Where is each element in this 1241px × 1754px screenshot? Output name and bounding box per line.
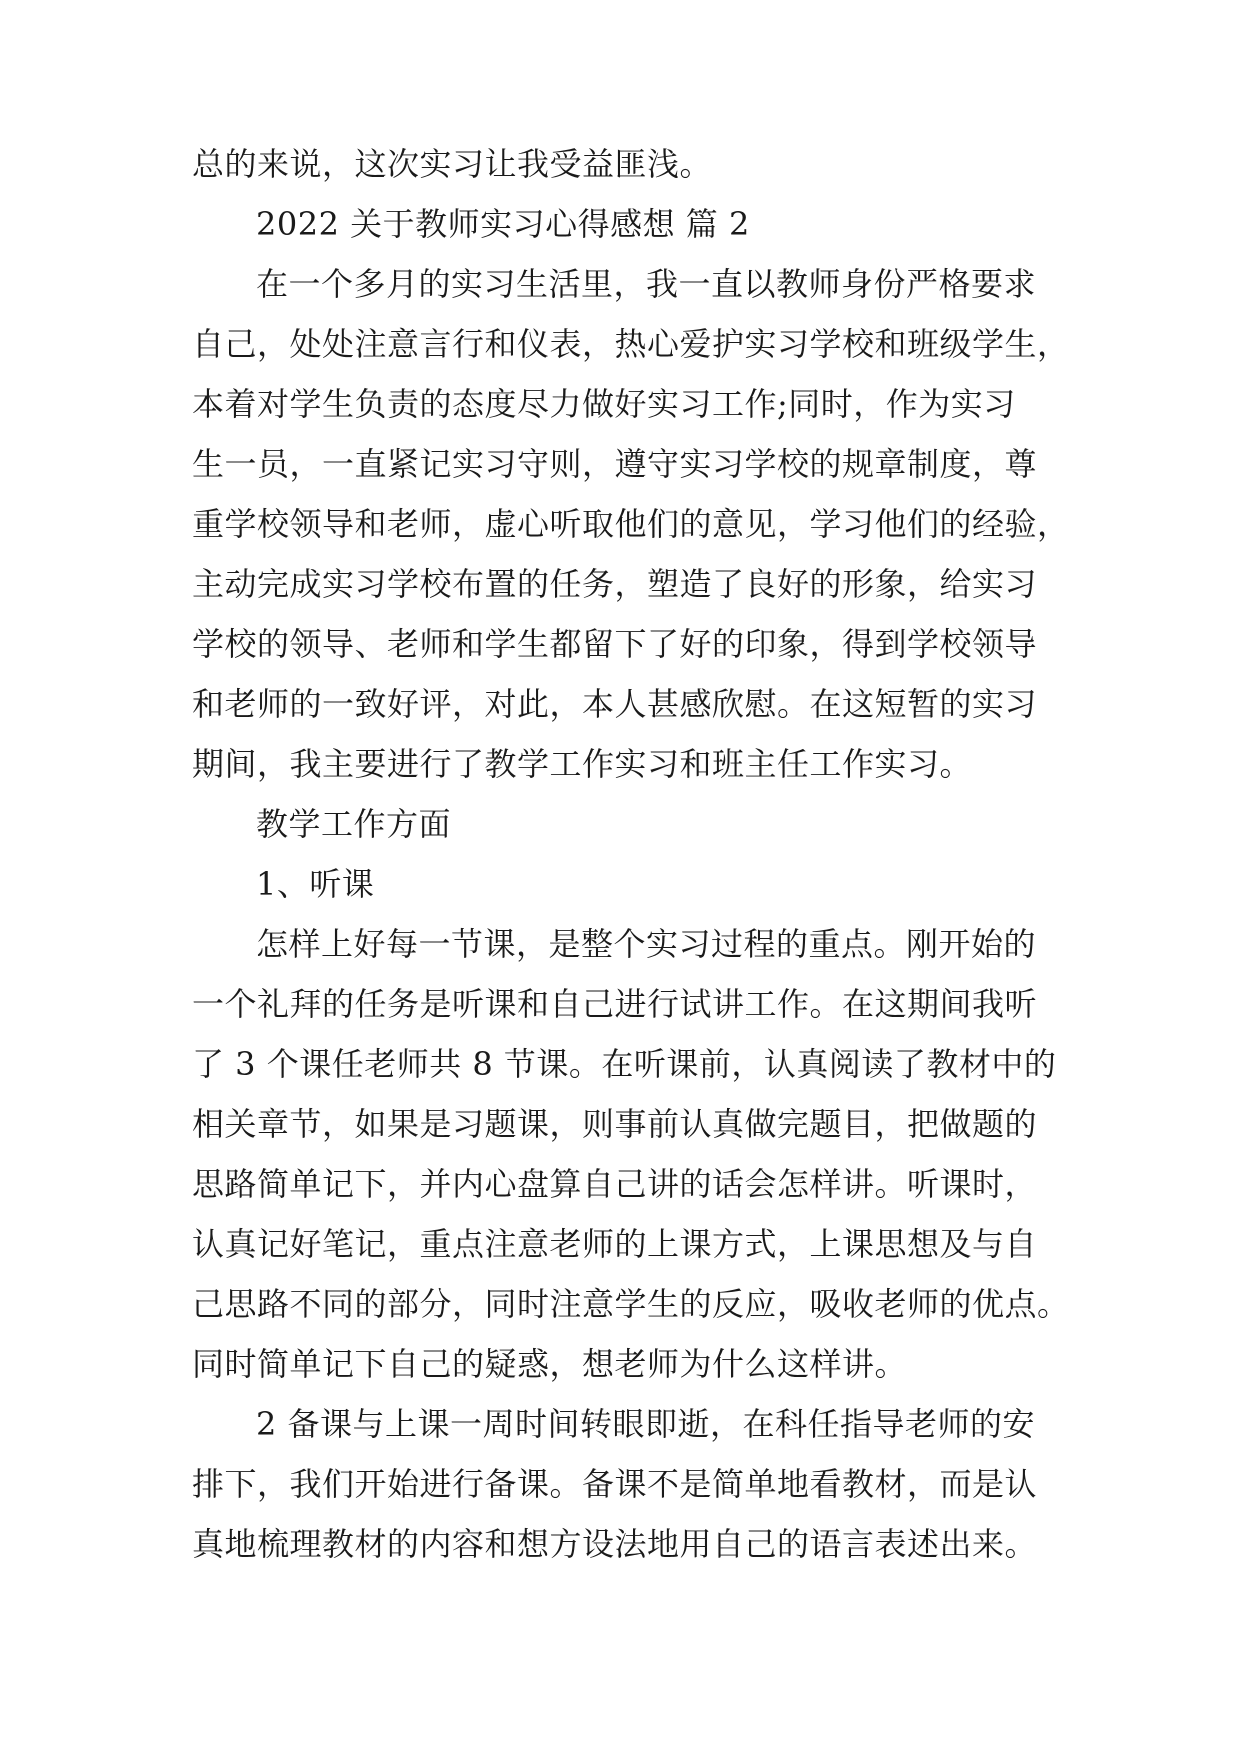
section-heading: 2022 关于教师实习心得感想 篇 2 (256, 205, 750, 243)
text-line: 认真记好笔记，重点注意老师的上课方式，上课思想及与自 (192, 1225, 1038, 1263)
text-line: 期间，我主要进行了教学工作实习和班主任工作实习。 (192, 745, 973, 783)
text-line: 同时简单记下自己的疑惑，想老师为什么这样讲。 (192, 1345, 908, 1383)
subheading: 1、听课 (256, 865, 375, 903)
text-line: 怎样上好每一节课，是整个实习过程的重点。刚开始的 (256, 925, 1037, 963)
text-line: 本着对学生负责的态度尽力做好实习工作;同时，作为实习 (192, 385, 1016, 423)
text-line: 重学校领导和老师，虚心听取他们的意见，学习他们的经验， (192, 505, 1070, 543)
text-line: 己思路不同的部分，同时注意学生的反应，吸收老师的优点。 (192, 1285, 1070, 1323)
text-line: 学校的领导、老师和学生都留下了好的印象，得到学校领导 (192, 625, 1038, 663)
text-line: 了 3 个课任老师共 8 节课。在听课前，认真阅读了教材中的 (192, 1045, 1057, 1083)
text-line: 相关章节，如果是习题课，则事前认真做完题目，把做题的 (192, 1105, 1038, 1143)
text-line: 思路简单记下，并内心盘算自己讲的话会怎样讲。听课时， (192, 1165, 1038, 1203)
text-line: 总的来说，这次实习让我受益匪浅。 (192, 145, 713, 183)
text-line: 真地梳理教材的内容和想方设法地用自己的语言表述出来。 (192, 1525, 1038, 1563)
text-line: 一个礼拜的任务是听课和自己进行试讲工作。在这期间我听 (192, 985, 1038, 1023)
text-line: 主动完成实习学校布置的任务，塑造了良好的形象，给实习 (192, 565, 1038, 603)
text-line: 在一个多月的实习生活里，我一直以教师身份严格要求 (256, 265, 1037, 303)
text-line: 自己，处处注意言行和仪表，热心爱护实习学校和班级学生， (192, 325, 1070, 363)
text-line: 排下，我们开始进行备课。备课不是简单地看教材，而是认 (192, 1465, 1038, 1503)
text-line: 和老师的一致好评，对此，本人甚感欣慰。在这短暂的实习 (192, 685, 1038, 723)
subheading: 教学工作方面 (256, 805, 452, 843)
text-line: 2 备课与上课一周时间转眼即逝，在科任指导老师的安 (256, 1405, 1036, 1443)
text-line: 生一员，一直紧记实习守则，遵守实习学校的规章制度，尊 (192, 445, 1038, 483)
